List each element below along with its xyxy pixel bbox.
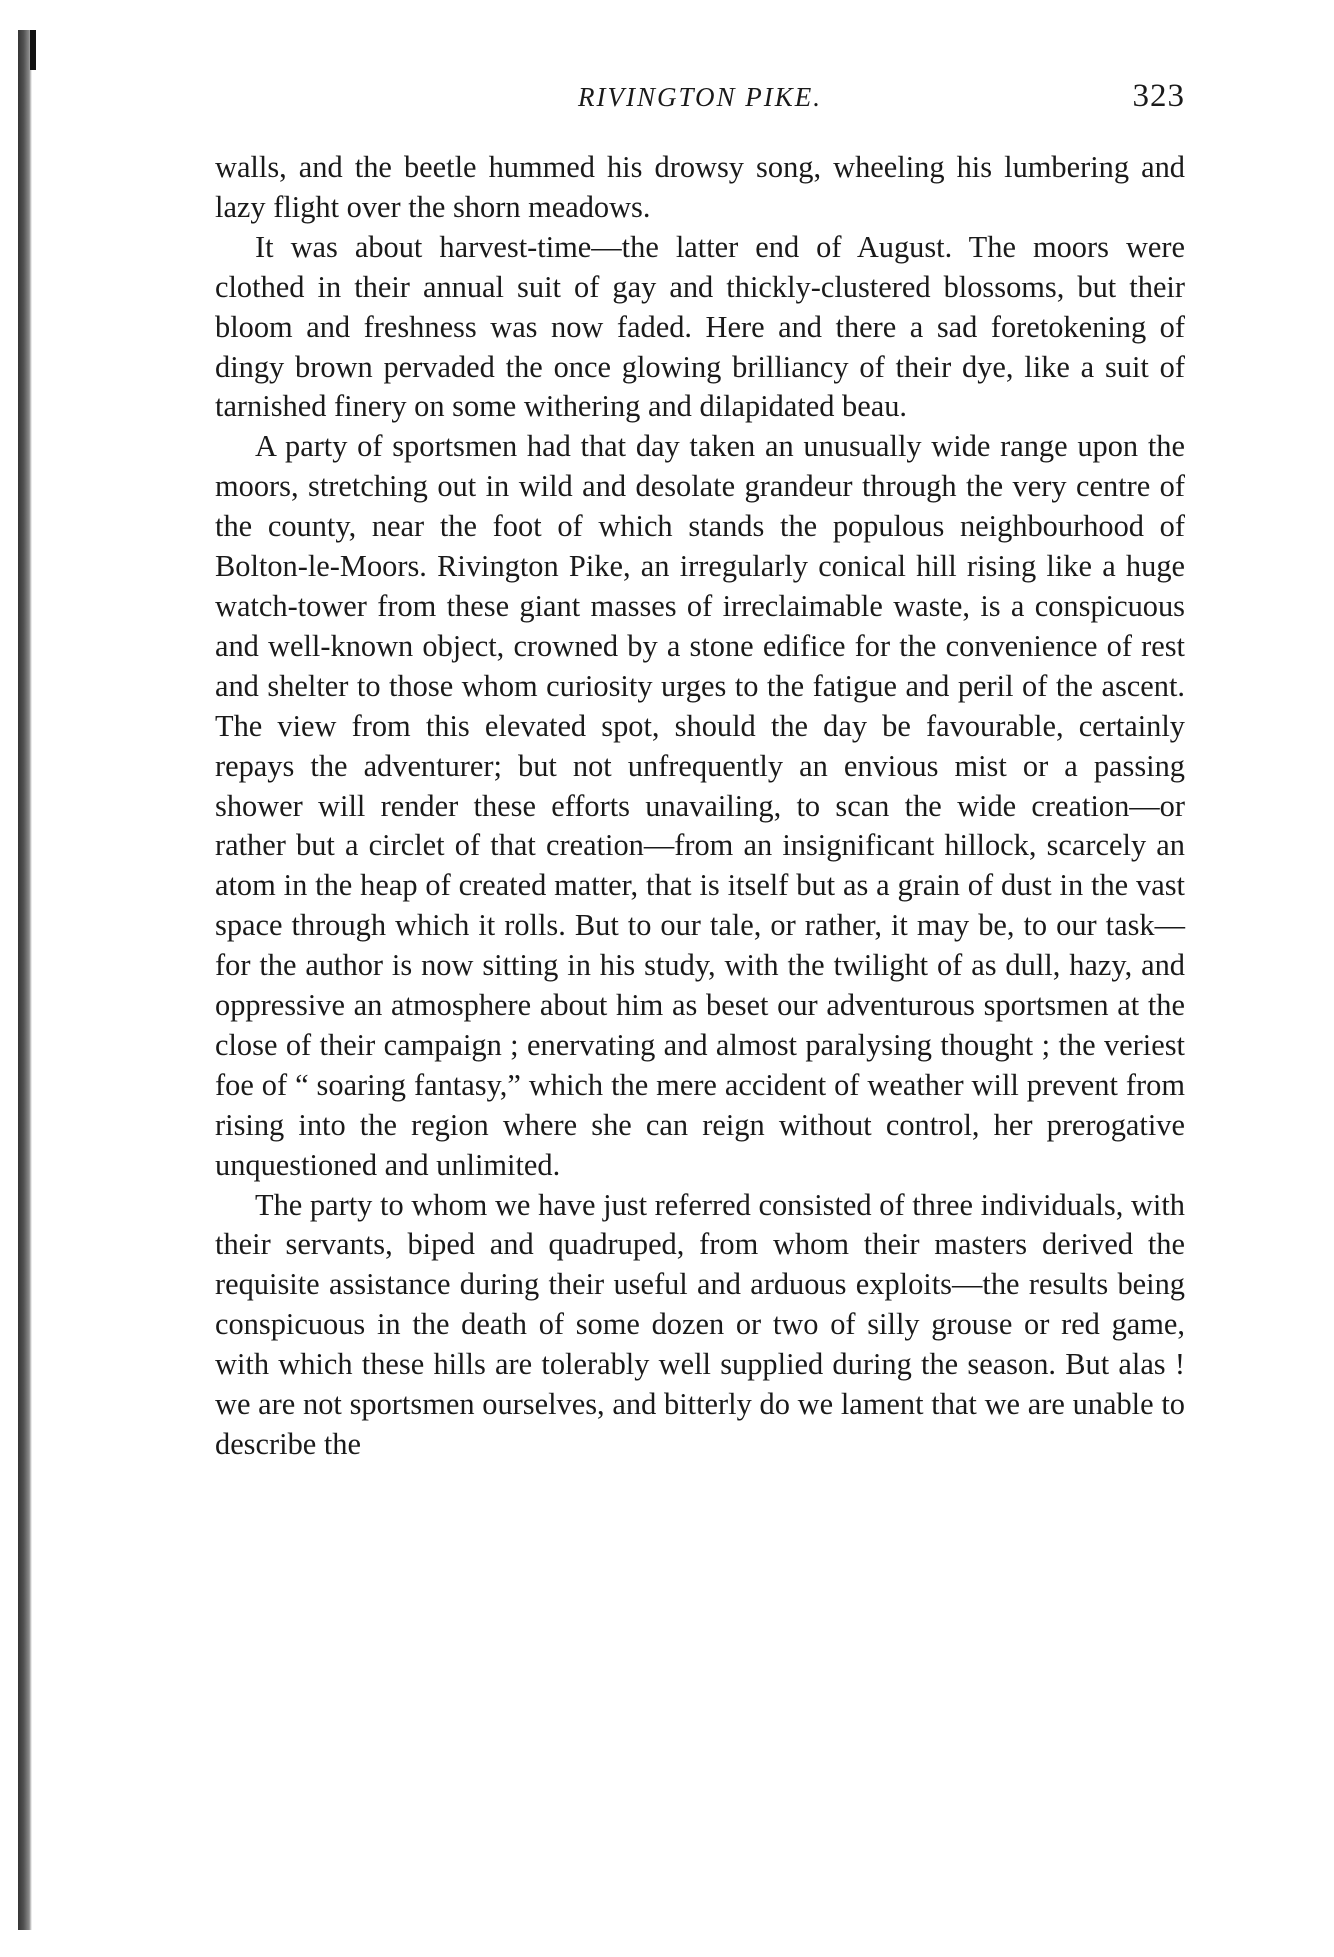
binding-mark <box>30 30 36 70</box>
running-head <box>215 78 1185 118</box>
paragraph: It was about harvest-time—the latter end of August. The moors were clothed in their annual suit of gay and thickly-clustered blossoms, but their bloom and freshness was now faded. Here and there a sad foretokening of dingy brown pervaded the once glowing brilliancy of their dye, like a suit of tarnished finery on some withering and dilapidated beau. <box>215 229 1185 424</box>
binding-shadow <box>18 30 32 1930</box>
running-title: RIVINGTON PIKE. <box>578 82 822 112</box>
paragraph-continuation: walls, and the beetle hummed his drowsy song, wheeling his lumbering and lazy flight over the shorn meadows. <box>215 150 1185 224</box>
paragraph: The party to whom we have just referred consisted of three individuals, with their servants, biped and quadruped, from whom their masters derived the requisite assistance during their useful and arduous exploits—the results being conspicuous in the death of some dozen or two of silly grouse or red game, with which these hills are tolerably well supplied during the season. But alas ! we are not sportsmen ourselves, and bitterly do we lament that we are unable to describe the <box>215 1187 1185 1461</box>
page-number: 323 <box>1132 78 1185 114</box>
paragraph: A party of sportsmen had that day taken an unusually wide range upon the moors, stretching out in wild and desolate grandeur through the very centre of the county, near the foot of which stands the populous neighbourhood of Bolton-le-Moors. Rivington Pike, an irregularly conical hill rising like a huge watch-tower from these giant masses of irreclaimable waste, is a conspicuous and well-known object, crowned by a stone edifice for the convenience of rest and shelter to those whom curiosity urges to the fatigue and peril of the ascent. The view from this elevated spot, should the day be favourable, certainly repays the adventurer; but not unfrequently an envious mist or a passing shower will render these efforts unavailing, to scan the wide creation—or rather but a circlet of that creation—from an insignificant hillock, scarcely an atom in the heap of created matter, that is itself but as a grain of dust in the vast space through which it rolls. But to our tale, or rather, it may be, to our task—for the author is now sitting in his study, with the twilight of as dull, hazy, and oppressive an atmosphere about him as beset our adventurous sportsmen at the close of their campaign ; enervating and almost paralysing thought ; the veriest foe of “ soaring fantasy,” which the mere accident of weather will prevent from rising into the region where she can reign without control, her prerogative unquestioned and unlimited. <box>215 429 1185 1182</box>
body-text <box>215 148 1185 1465</box>
